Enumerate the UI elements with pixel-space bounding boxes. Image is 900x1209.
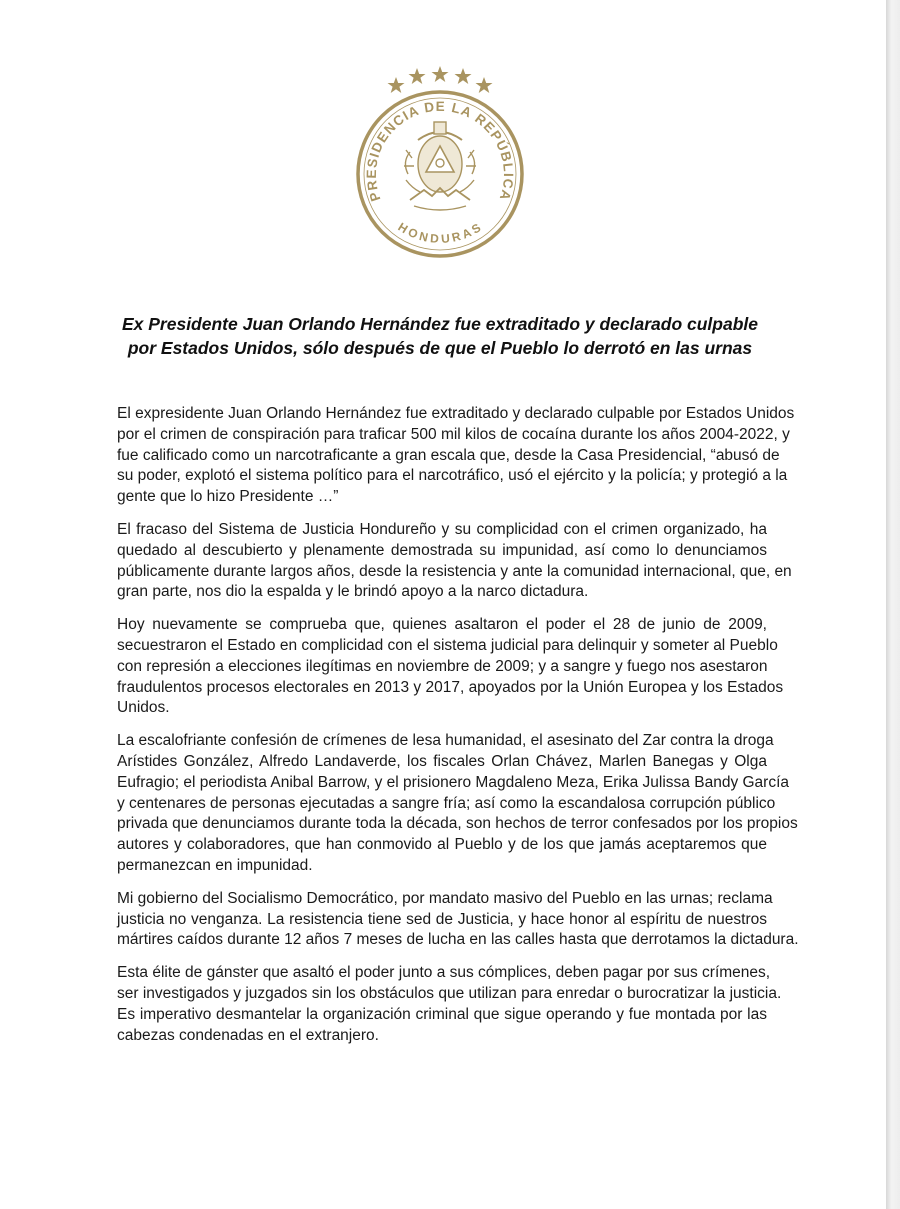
paragraph-5 <box>117 889 799 951</box>
text-line: secuestraron el Estado en complicidad con el sistema judicial para delinquir y someter al Pueblo <box>117 636 778 654</box>
seal-arc-text: PRESIDENCIA DE LA REPÚBLICA <box>363 98 517 204</box>
text-line: gran parte, nos dio la espalda y le brindó apoyo a la narco dictadura. <box>117 583 589 601</box>
text-line: Esta élite de gánster que asaltó el poder junto a sus cómplices, deben pagar por sus crímenes, <box>117 964 771 982</box>
stars-icon <box>388 66 493 93</box>
text-line: El fracaso del Sistema de Justicia Hondureño y su complicidad con el crimen organizado, ha <box>117 520 767 538</box>
text-line: El expresidente Juan Orlando Hernández fue extraditado y declarado culpable por Estados Unidos <box>117 405 795 422</box>
text-line: Mi gobierno del Socialismo Democrático, por mandato masivo del Pueblo en las urnas; reclama <box>117 889 773 907</box>
text-line: Hoy nuevamente se comprueba que, quienes asaltaron el poder el 28 de junio de 2009, <box>117 616 767 634</box>
title-line: Ex Presidente Juan Orlando Hernández fue extraditado y declarado culpable <box>121 314 758 334</box>
title-line: por Estados Unidos, sólo después de que el Pueblo lo derrotó en las urnas <box>127 338 753 358</box>
seal-bottom-text: HONDURAS <box>395 219 485 247</box>
text-line: Es imperativo desmantelar la organización criminal que sigue operando y fue montada por las <box>117 1005 767 1023</box>
text-line: Eufragio; el periodista Anibal Barrow, y el prisionero Magdaleno Meza, Erika Julissa Bandy García <box>117 773 790 791</box>
text-line: Arístides González, Alfredo Landaverde, los fiscales Orlan Chávez, Marlen Banegas y Olga <box>117 752 767 770</box>
text-line: ser investigados y juzgados sin los obstáculos que utilizan para enredar o burocratizar la justicia. <box>117 984 782 1002</box>
text-line: cabezas condenadas en el extranjero. <box>117 1026 379 1044</box>
text-line: La escalofriante confesión de crímenes de lesa humanidad, el asesinato del Zar contra la droga <box>117 732 774 750</box>
text-line: con represión a elecciones ilegítimas en noviembre de 2009; y a sangre y fuego nos asestaron <box>117 657 768 675</box>
text-line: por el crimen de conspiración para traficar 500 mil kilos de cocaína durante los años 2004-2022, y <box>117 425 790 443</box>
svg-text:HONDURAS <box>396 220 485 246</box>
text-line: Unidos. <box>117 699 170 717</box>
text-line: fue calificado como un narcotraficante a gran escala que, desde la Casa Presidencial, “abusó de <box>117 446 780 464</box>
text-line: gente que lo hizo Presidente …” <box>117 488 339 506</box>
text-line: privada que denunciamos durante toda la década, son hechos de terror confesados por los propios <box>117 815 798 833</box>
text-line: públicamente durante largos años, desde la resistencia y ante la comunidad internacional, que, en <box>117 562 792 580</box>
presidential-seal-logo <box>350 62 530 262</box>
text-line: permanezcan en impunidad. <box>117 856 313 874</box>
paragraph-6 <box>117 963 782 1046</box>
text-line: fraudulentos procesos electorales en 2013 y 2017, apoyados por la Unión Europea y los Estados <box>117 678 784 696</box>
text-line: quedado al descubierto y plenamente demostrada su impunidad, así como lo denunciamos <box>117 541 767 559</box>
text-line: su poder, explotó el sistema político para el narcotráfico, usó el ejército y la policía; y protegió a la <box>117 467 788 485</box>
document-body <box>117 404 799 1058</box>
coat-of-arms-icon <box>404 122 476 210</box>
text-line: justicia no venganza. La resistencia tiene sed de Justicia, y hace honor al espíritu de nuestros <box>117 910 767 928</box>
page-edge <box>886 0 900 1209</box>
text-line: y centenares de personas ejecutadas a sangre fría; así como la escandalosa corrupción público <box>117 794 776 812</box>
paragraph-3 <box>117 615 784 719</box>
document-title <box>100 312 780 360</box>
text-line: mártires caídos durante 12 años 7 meses de lucha en las calles hasta que derrotamos la dictadura. <box>117 931 799 949</box>
paragraph-1 <box>117 404 795 508</box>
text-line: autores y colaboradores, que han conmovido al Pueblo y de los que jamás aceptaremos que <box>117 836 767 854</box>
paragraph-4 <box>117 731 798 877</box>
paragraph-2 <box>117 520 792 603</box>
